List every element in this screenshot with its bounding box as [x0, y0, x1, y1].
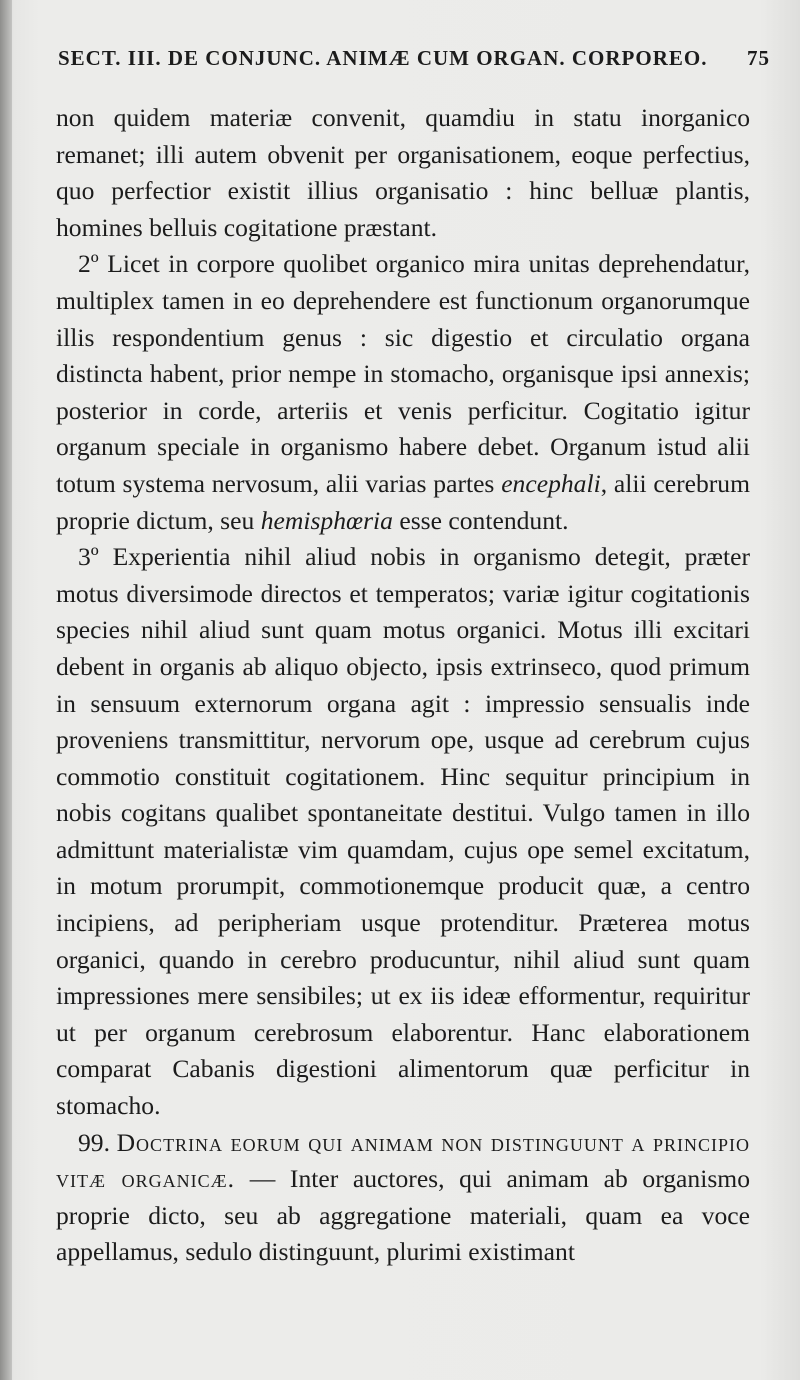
page-number: 75 [747, 46, 770, 70]
paragraph-2-text-b: , alii cerebrum proprie dictum, seu [56, 468, 750, 535]
page-body [56, 100, 750, 1271]
paragraph-2 [56, 246, 750, 539]
term-hemisphaeria: hemisphœria [260, 505, 393, 535]
paragraph-3: 3º Experientia nihil aliud nobis in organismo detegit, præter motus diversimode directos et temperatos; variæ igitur cogitationis species nihil aliud sunt quam motus organici. Motus illi excitari debent in organis ab aliquo objecto, ipsis extrinseco, quod primum in sensuum externorum organa agit : impressio sensualis inde proveniens transmittitur, nervorum ope, usque ad cerebrum cujus commotio constituit cogitationem. Hinc sequitur principium in nobis cogitans qualibet spontaneitate destitui. Vulgo tamen in illo admittunt materialistæ vim quamdam, cujus ope semel excitatum, in motum prorumpit, commotionemque producit quæ, a centro incipiens, ad peripheriam usque protenditur. Præterea motus organici, quando in cerebro producuntur, nihil aliud sunt quam impressiones mere sensibiles; ut ex iis ideæ efformentur, requiritur ut per organum cerebrosum elaborentur. Hanc elaborationem comparat Cabanis digestioni alimentorum quæ perficitur in stomacho. [56, 542, 750, 1121]
book-gutter [0, 0, 12, 1380]
paragraph-2-text-a: 2º Licet in corpore quolibet organico mira unitas deprehendatur, multiplex tamen in eo deprehendere est functionum organorumque illis respondentium genus : sic digestio et circulatio organa distincta habent, prior nempe in stomacho, organisque ipsi annexis; posterior in corde, arteriis et venis perficitur. Cogitatio igitur organum speciale in organismo habere debet. Organum istud alii totum systema nervosum, alii varias partes [56, 249, 750, 498]
section-text: — Inter auctores, qui animam ab organismo proprie dicto, seu ab aggregatione materiali, quam ea voce appellamus, sedulo distinguunt, plurimi existimant [56, 1164, 750, 1267]
paragraph-2-text-c: esse contendunt. [392, 505, 569, 535]
running-header [58, 46, 770, 71]
section-heading: Doctrina eorum qui animam non distinguunt a principio vitæ organicæ. [56, 1127, 751, 1194]
term-encephali: encephali [501, 468, 601, 498]
paragraph-continuation: non quidem materiæ convenit, quamdiu in statu inorganico remanet; illi autem obvenit per organisationem, eoque perfectius, quo perfectior existit illius organisatio : hinc belluæ plantis, homines belluis cogitatione præstant. [56, 103, 750, 242]
section-number: 99. [78, 1127, 110, 1157]
section-99 [56, 1125, 750, 1271]
running-head-title: SECT. III. DE CONJUNC. ANIMÆ CUM ORGAN. CORPOREO. [58, 46, 708, 70]
